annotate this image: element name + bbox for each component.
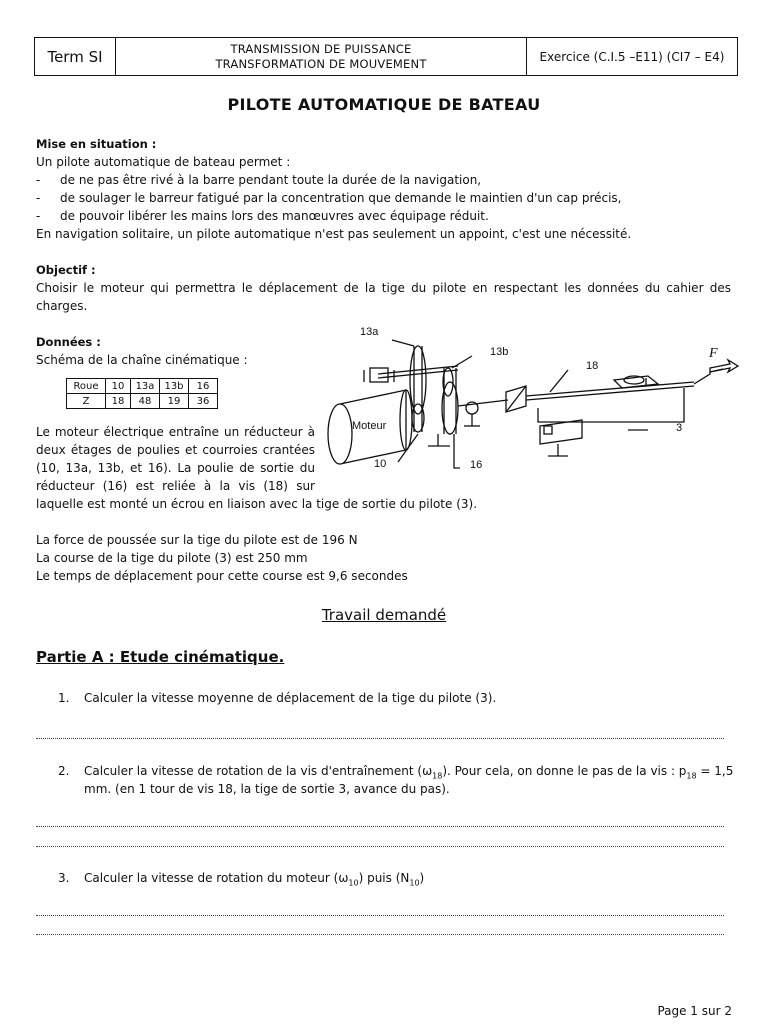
bearing-shape [370, 368, 388, 382]
header-class: Term SI [35, 38, 116, 75]
mise-intro: Un pilote automatique de bateau permet : [36, 155, 291, 169]
donnees-para-last: laquelle est monté un écrou en liaison avec la tige de sortie du pilote (3). [36, 497, 478, 511]
bullet-text: de soulager le barreur fatigué par la concentration que demande le maintien d'un cap précis, [60, 191, 622, 205]
bullet-mark: - [36, 173, 41, 187]
objectif-line1: Choisir le moteur qui permettra le déplacement de la tige du pilote en respectant les données du cahier des [36, 281, 731, 295]
fact-course: La course de la tige du pilote (3) est 250 mm [36, 551, 308, 565]
q2-sub1: 18 [432, 771, 443, 781]
table-cell: 36 [189, 394, 218, 409]
answer-line[interactable] [36, 846, 724, 847]
q3-sub2: 10 [409, 878, 420, 888]
page-footer: Page 1 sur 2 [657, 1004, 732, 1018]
donnees-para-line: (10, 13a, 13b, et 16). La poulie de sortie du [36, 461, 315, 475]
answer-line[interactable] [36, 934, 724, 935]
q3-pre: Calculer la vitesse de rotation du moteur (ω [84, 871, 349, 885]
header-topic-line2: TRANSFORMATION DE MOUVEMENT [215, 56, 427, 71]
mise-heading: Mise en situation : [36, 137, 157, 151]
bullet-text: de pouvoir libérer les mains lors des manœuvres avec équipage réduit. [60, 209, 489, 223]
page-title: PILOTE AUTOMATIQUE DE BATEAU [227, 95, 541, 114]
table-cell: 13a [131, 379, 160, 394]
question-number: 2. [58, 764, 70, 778]
question-text: Calculer la vitesse moyenne de déplacement de la tige du pilote (3). [84, 691, 497, 705]
table-cell: Z [67, 394, 106, 409]
question-text-line2: mm. (en 1 tour de vis 18, la tige de sortie 3, avance du pas). [84, 782, 450, 796]
label-moteur: Moteur [352, 420, 387, 432]
donnees-para-line: réducteur (16) est reliée à la vis (18) sur [36, 479, 315, 493]
mise-outro: En navigation solitaire, un pilote automatique n'est pas seulement un appoint, c'est une nécessité. [36, 227, 632, 241]
header-exercise: Exercice (C.I.5 –E11) (CI7 – E4) [539, 49, 725, 64]
label-18: 18 [586, 360, 599, 372]
label-F: F [709, 346, 718, 361]
table-cell: 16 [189, 379, 218, 394]
bullet-mark: - [36, 191, 41, 205]
donnees-heading: Données : [36, 335, 101, 349]
header-topic-line1: TRANSMISSION DE PUISSANCE [230, 41, 412, 56]
table-cell: 18 [106, 394, 131, 409]
table-row [67, 379, 218, 394]
donnees-para-line: deux étages de poulies et courroies crantées [36, 443, 315, 457]
label-16: 16 [470, 459, 483, 471]
objectif-heading: Objectif : [36, 263, 96, 277]
answer-line[interactable] [36, 738, 724, 739]
rod-box-shape [540, 420, 582, 444]
q2-post: = 1,5 [696, 764, 734, 778]
q2-sub2: 18 [686, 771, 697, 781]
question-number: 1. [58, 691, 70, 705]
table-cell: 19 [160, 394, 189, 409]
q3-post: ) [419, 871, 425, 885]
objectif-line2: charges. [36, 299, 88, 313]
q3-mid: ) puis (N [358, 871, 410, 885]
donnees-para-line: Le moteur électrique entraîne un réducteur à [36, 425, 315, 439]
q2-pre: Calculer la vitesse de rotation de la vis d'entraînement (ω [84, 764, 433, 778]
section-partie-a: Partie A : Etude cinématique. [36, 648, 285, 666]
bullet-mark: - [36, 209, 41, 223]
label-3: 3 [676, 422, 683, 434]
question-number: 3. [58, 871, 70, 885]
bullet-text: de ne pas être rivé à la barre pendant toute la durée de la navigation, [60, 173, 482, 187]
fact-force: La force de poussée sur la tige du pilote est de 196 N [36, 533, 358, 547]
fact-time: Le temps de déplacement pour cette course est 9,6 secondes [36, 569, 408, 583]
label-13a: 13a [360, 326, 379, 338]
table-cell: 10 [106, 379, 131, 394]
table-row [67, 394, 218, 409]
answer-line[interactable] [36, 826, 724, 827]
gear-table [66, 378, 218, 409]
q2-mid: ). Pour cela, on donne le pas de la vis : p [442, 764, 687, 778]
schema-label: Schéma de la chaîne cinématique : [36, 353, 248, 367]
table-cell: Roue [67, 379, 106, 394]
q3-sub1: 10 [348, 878, 359, 888]
section-travail: Travail demandé [321, 606, 447, 624]
answer-line[interactable] [36, 915, 724, 916]
label-13b: 13b [490, 346, 509, 358]
table-cell: 48 [131, 394, 160, 409]
table-cell: 13b [160, 379, 189, 394]
question-text [84, 869, 424, 892]
label-10: 10 [374, 458, 387, 470]
header-box [34, 37, 738, 76]
header-topic [116, 38, 527, 75]
